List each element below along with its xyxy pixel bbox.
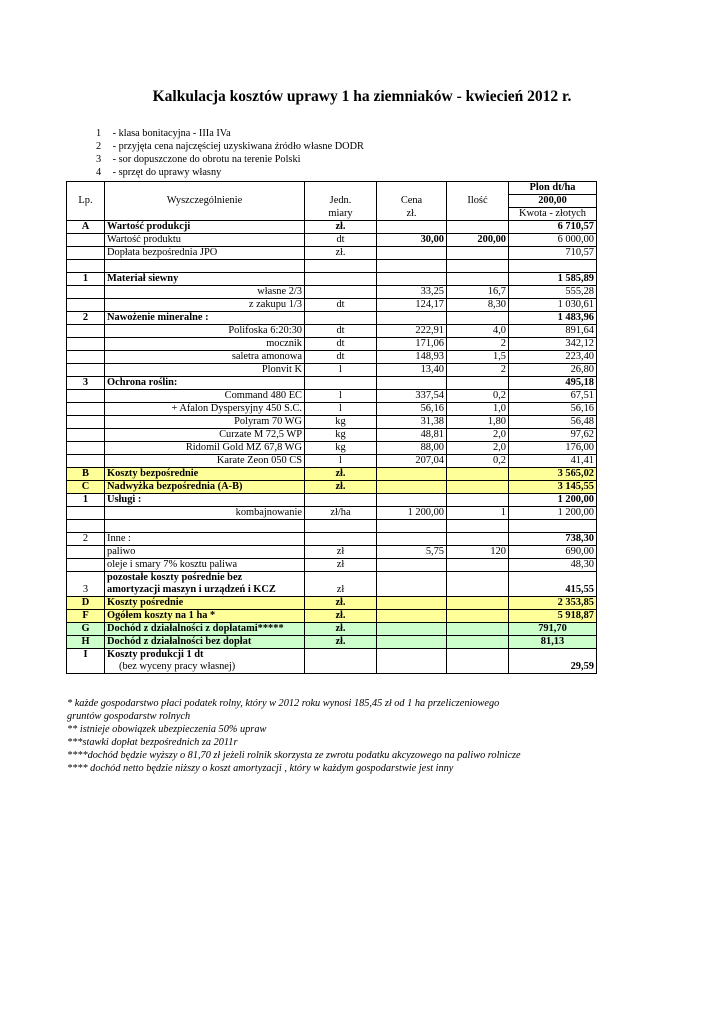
header-amount: Kwota - złotych: [509, 208, 597, 221]
row-unit: l: [305, 364, 377, 377]
row-item: Koszty produkcji 1 dt: [105, 649, 305, 662]
row-price: [377, 572, 447, 585]
row-unit: dt: [305, 325, 377, 338]
row-item: mocznik: [105, 338, 305, 351]
row-amount: 48,30: [509, 559, 597, 572]
row-amount: 738,30: [509, 533, 597, 546]
row-amount: 26,80: [509, 364, 597, 377]
header-item: Wyszczególnienie: [105, 182, 305, 221]
row-qty: [447, 661, 509, 674]
table-row: [67, 390, 597, 403]
table-row: [67, 221, 597, 234]
row-qty: [447, 247, 509, 260]
header-price-2: zł.: [377, 208, 447, 221]
table-row: [67, 364, 597, 377]
row-item: Ochrona roślin:: [105, 377, 305, 390]
table-row: [67, 325, 597, 338]
row-amount: 3 145,55: [509, 481, 597, 494]
table-row: [67, 351, 597, 364]
row-lp: [67, 520, 105, 533]
row-amount: [509, 649, 597, 662]
row-unit: dt: [305, 338, 377, 351]
row-item: kombajnowanie: [105, 507, 305, 520]
row-lp: [67, 661, 105, 674]
row-qty: [447, 649, 509, 662]
row-price: 30,00: [377, 234, 447, 247]
row-amount: 1 483,96: [509, 312, 597, 325]
page-title: Kalkulacja kosztów uprawy 1 ha ziemniaków - kwiecień 2012 r.: [152, 88, 572, 105]
table-row: [67, 338, 597, 351]
row-price: 48,81: [377, 429, 447, 442]
row-qty: [447, 377, 509, 390]
row-unit: zł: [305, 559, 377, 572]
row-amount: 97,62: [509, 429, 597, 442]
row-amount: 495,18: [509, 377, 597, 390]
header-unit: Jedn.: [305, 195, 377, 208]
row-lp: 1: [67, 273, 105, 286]
row-lp: [67, 403, 105, 416]
row-unit: [305, 286, 377, 299]
row-qty: [447, 312, 509, 325]
row-unit: dt: [305, 351, 377, 364]
row-price: 222,91: [377, 325, 447, 338]
row-item: [105, 260, 305, 273]
row-lp: [67, 455, 105, 468]
row-item: Polyram 70 WG: [105, 416, 305, 429]
row-price: 56,16: [377, 403, 447, 416]
footnote: **** dochód netto będzie niższy o koszt amortyzacji , który w każdym gospodarstwie jest inny: [67, 763, 454, 774]
row-unit: dt: [305, 234, 377, 247]
row-price: [377, 649, 447, 662]
row-qty: 2: [447, 338, 509, 351]
row-qty: [447, 273, 509, 286]
row-item: Ogółem koszty na 1 ha *: [105, 610, 305, 623]
row-amount: 1 585,89: [509, 273, 597, 286]
note-item: 1 - klasa bonitacyjna - IIIa IVa: [96, 128, 231, 139]
row-qty: [447, 494, 509, 507]
row-price: 5,75: [377, 546, 447, 559]
row-unit: dt: [305, 299, 377, 312]
row-amount: 6 000,00: [509, 234, 597, 247]
row-qty: 0,2: [447, 455, 509, 468]
row-lp: [67, 338, 105, 351]
table-row: [67, 455, 597, 468]
row-item: Nadwyżka bezpośrednia (A-B): [105, 481, 305, 494]
row-qty: 1: [447, 507, 509, 520]
row-item: Usługi :: [105, 494, 305, 507]
row-qty: 1,80: [447, 416, 509, 429]
row-price: 148,93: [377, 351, 447, 364]
row-item: oleje i smary 7% kosztu paliwa: [105, 559, 305, 572]
row-lp: [67, 390, 105, 403]
row-price: 207,04: [377, 455, 447, 468]
row-lp: [67, 299, 105, 312]
note-item: 2 - przyjęta cena najczęściej uzyskiwana źródło własne DODR: [96, 141, 364, 152]
row-price: [377, 494, 447, 507]
row-item: Wartość produkcji: [105, 221, 305, 234]
row-item: Dochód z działalności z dopłatami*****: [105, 623, 305, 636]
row-amount: 41,41: [509, 455, 597, 468]
row-qty: 4,0: [447, 325, 509, 338]
row-amount: 81,13: [509, 636, 597, 649]
header-qty: Ilość: [447, 195, 509, 208]
row-price: [377, 533, 447, 546]
row-amount: 2 353,85: [509, 597, 597, 610]
row-qty: 2,0: [447, 442, 509, 455]
row-qty: 1,5: [447, 351, 509, 364]
row-amount: 1 200,00: [509, 494, 597, 507]
row-lp: I: [67, 649, 105, 662]
table-row: [67, 286, 597, 299]
row-qty: [447, 597, 509, 610]
row-amount: 415,55: [509, 584, 597, 597]
row-unit: zł.: [305, 247, 377, 260]
header-unit-1: [305, 182, 377, 195]
row-item: Plonvit K: [105, 364, 305, 377]
row-unit: zł.: [305, 610, 377, 623]
row-item: Ridomil Gold MZ 67,8 WG: [105, 442, 305, 455]
row-unit: l: [305, 390, 377, 403]
row-lp: 2: [67, 533, 105, 546]
row-lp: [67, 429, 105, 442]
row-amount: [509, 260, 597, 273]
row-amount: 791,70: [509, 623, 597, 636]
row-qty: [447, 221, 509, 234]
row-unit: kg: [305, 416, 377, 429]
header-unit-2: miary: [305, 208, 377, 221]
row-amount: 690,00: [509, 546, 597, 559]
row-price: [377, 221, 447, 234]
row-unit: [305, 572, 377, 585]
row-amount: [509, 520, 597, 533]
table-row: [67, 572, 597, 585]
row-unit: zł.: [305, 636, 377, 649]
table-row: [67, 481, 597, 494]
table-row: [67, 584, 597, 597]
row-lp: [67, 507, 105, 520]
row-qty: [447, 533, 509, 546]
row-qty: [447, 572, 509, 585]
table-row: [67, 247, 597, 260]
row-qty: [447, 481, 509, 494]
row-lp: C: [67, 481, 105, 494]
row-price: [377, 584, 447, 597]
row-item: Nawożenie mineralne :: [105, 312, 305, 325]
row-lp: [67, 351, 105, 364]
row-unit: zł/ha: [305, 507, 377, 520]
row-item: własne 2/3: [105, 286, 305, 299]
row-amount: 6 710,57: [509, 221, 597, 234]
table-row: [67, 507, 597, 520]
header-yield: Plon dt/ha: [509, 182, 597, 195]
row-amount: 56,16: [509, 403, 597, 416]
row-item: (bez wyceny pracy własnej): [105, 661, 305, 674]
row-lp: 1: [67, 494, 105, 507]
row-item: paliwo: [105, 546, 305, 559]
row-unit: zł: [305, 546, 377, 559]
header-lp: Lp.: [67, 182, 105, 221]
row-price: [377, 247, 447, 260]
row-qty: [447, 623, 509, 636]
table-row: [67, 533, 597, 546]
row-unit: zł.: [305, 597, 377, 610]
row-price: [377, 520, 447, 533]
row-lp: A: [67, 221, 105, 234]
footnote: gruntów gospodarstw rolnych: [67, 711, 191, 722]
row-qty: 8,30: [447, 299, 509, 312]
row-lp: 3: [67, 584, 105, 597]
row-qty: 16,7: [447, 286, 509, 299]
row-lp: [67, 572, 105, 585]
row-amount: 891,64: [509, 325, 597, 338]
row-qty: 120: [447, 546, 509, 559]
row-qty: [447, 260, 509, 273]
row-lp: [67, 559, 105, 572]
row-lp: [67, 234, 105, 247]
row-lp: F: [67, 610, 105, 623]
table-row: [67, 403, 597, 416]
row-item: Wartość produktu: [105, 234, 305, 247]
row-price: [377, 597, 447, 610]
row-qty: [447, 559, 509, 572]
header-price: Cena: [377, 195, 447, 208]
row-price: [377, 468, 447, 481]
row-item: Materiał siewny: [105, 273, 305, 286]
row-price: [377, 610, 447, 623]
cost-table: [66, 181, 597, 674]
row-amount: 1 030,61: [509, 299, 597, 312]
row-lp: B: [67, 468, 105, 481]
row-unit: zł.: [305, 481, 377, 494]
row-lp: [67, 364, 105, 377]
row-unit: [305, 649, 377, 662]
table-row: [67, 546, 597, 559]
row-lp: [67, 416, 105, 429]
row-price: 337,54: [377, 390, 447, 403]
row-qty: 200,00: [447, 234, 509, 247]
row-item: Inne :: [105, 533, 305, 546]
row-price: [377, 623, 447, 636]
table-row: [67, 442, 597, 455]
footnote: ***stawki dopłat bezpośrednich za 2011r: [67, 737, 238, 748]
row-item: Dochód z działalności bez dopłat: [105, 636, 305, 649]
table-row: [67, 494, 597, 507]
row-price: [377, 559, 447, 572]
row-qty: [447, 468, 509, 481]
row-unit: [305, 377, 377, 390]
row-item: [105, 520, 305, 533]
table-row: [67, 468, 597, 481]
row-amount: 555,28: [509, 286, 597, 299]
row-price: [377, 377, 447, 390]
row-unit: zł: [305, 584, 377, 597]
row-unit: [305, 273, 377, 286]
note-item: 3 - sor dopuszczone do obrotu na terenie Polski: [96, 154, 301, 165]
row-price: 171,06: [377, 338, 447, 351]
row-qty: 1,0: [447, 403, 509, 416]
row-unit: zł.: [305, 468, 377, 481]
table-row: [67, 559, 597, 572]
row-unit: kg: [305, 429, 377, 442]
row-unit: [305, 312, 377, 325]
row-lp: [67, 260, 105, 273]
row-qty: [447, 636, 509, 649]
row-amount: 710,57: [509, 247, 597, 260]
row-item: Karate Zeon 050 CS: [105, 455, 305, 468]
row-unit: zł.: [305, 221, 377, 234]
row-qty: [447, 584, 509, 597]
table-row: [67, 610, 597, 623]
row-price: 88,00: [377, 442, 447, 455]
table-row: [67, 429, 597, 442]
table-row: [67, 299, 597, 312]
row-price: [377, 661, 447, 674]
row-amount: 342,12: [509, 338, 597, 351]
row-qty: 2,0: [447, 429, 509, 442]
row-unit: [305, 494, 377, 507]
row-qty: [447, 520, 509, 533]
row-price: [377, 260, 447, 273]
row-lp: 2: [67, 312, 105, 325]
table-row: [67, 312, 597, 325]
row-item: Polifoska 6:20:30: [105, 325, 305, 338]
row-lp: [67, 247, 105, 260]
table-row: [67, 661, 597, 674]
table-row: [67, 416, 597, 429]
table-row: [67, 636, 597, 649]
row-lp: [67, 286, 105, 299]
row-amount: 67,51: [509, 390, 597, 403]
row-price: 1 200,00: [377, 507, 447, 520]
row-unit: kg: [305, 442, 377, 455]
row-price: 124,17: [377, 299, 447, 312]
row-lp: [67, 442, 105, 455]
row-lp: H: [67, 636, 105, 649]
table-row: [67, 649, 597, 662]
row-item: Curzate M 72,5 WP: [105, 429, 305, 442]
row-lp: 3: [67, 377, 105, 390]
row-amount: 223,40: [509, 351, 597, 364]
footnote: ** istnieje obowiązek ubezpieczenia 50% upraw: [67, 724, 267, 735]
row-unit: [305, 661, 377, 674]
row-amount: 29,59: [509, 661, 597, 674]
note-item: 4 - sprzęt do uprawy własny: [96, 167, 222, 178]
row-lp: [67, 546, 105, 559]
row-qty: [447, 610, 509, 623]
row-item: amortyzacji maszyn i urządzeń i KCZ: [105, 584, 305, 597]
row-item: + Afalon Dyspersyjny 450 S.C.: [105, 403, 305, 416]
row-lp: D: [67, 597, 105, 610]
row-price: 33,25: [377, 286, 447, 299]
table-row: [67, 597, 597, 610]
row-item: pozostałe koszty pośrednie bez: [105, 572, 305, 585]
footnote: ****dochód będzie wyższy o 81,70 zł jeżeli rolnik skorzysta ze zwrotu podatku akcyzowego na paliwo rolnicze: [67, 750, 521, 761]
row-item: z zakupu 1/3: [105, 299, 305, 312]
row-amount: [509, 572, 597, 585]
row-price: 13,40: [377, 364, 447, 377]
table-row: [67, 260, 597, 273]
row-price: [377, 312, 447, 325]
table-row: [67, 273, 597, 286]
row-item: Command 480 EC: [105, 390, 305, 403]
row-amount: 56,48: [509, 416, 597, 429]
row-item: Koszty bezpośrednie: [105, 468, 305, 481]
row-price: [377, 481, 447, 494]
footnote: * każde gospodarstwo płaci podatek rolny, który w 2012 roku wynosi 185,45 zł od 1 ha przeliczeniowego: [67, 698, 500, 709]
row-unit: zł.: [305, 623, 377, 636]
row-item: saletra amonowa: [105, 351, 305, 364]
assumptions-list: [96, 127, 364, 179]
table-header-row: [67, 182, 597, 195]
footnotes: [67, 697, 521, 775]
row-unit: [305, 533, 377, 546]
row-unit: [305, 520, 377, 533]
header-yield-value: 200,00: [509, 195, 597, 208]
table-row: [67, 377, 597, 390]
row-lp: G: [67, 623, 105, 636]
row-unit: [305, 260, 377, 273]
row-amount: 3 565,02: [509, 468, 597, 481]
row-unit: l: [305, 403, 377, 416]
row-lp: [67, 325, 105, 338]
row-price: [377, 273, 447, 286]
row-price: [377, 636, 447, 649]
table-row: [67, 520, 597, 533]
row-amount: 1 200,00: [509, 507, 597, 520]
row-amount: 5 918,87: [509, 610, 597, 623]
row-unit: l: [305, 455, 377, 468]
table-row: [67, 623, 597, 636]
row-amount: 176,00: [509, 442, 597, 455]
row-item: Koszty pośrednie: [105, 597, 305, 610]
row-qty: 0,2: [447, 390, 509, 403]
table-row: [67, 234, 597, 247]
row-item: Dopłata bezpośrednia JPO: [105, 247, 305, 260]
row-qty: 2: [447, 364, 509, 377]
row-price: 31,38: [377, 416, 447, 429]
